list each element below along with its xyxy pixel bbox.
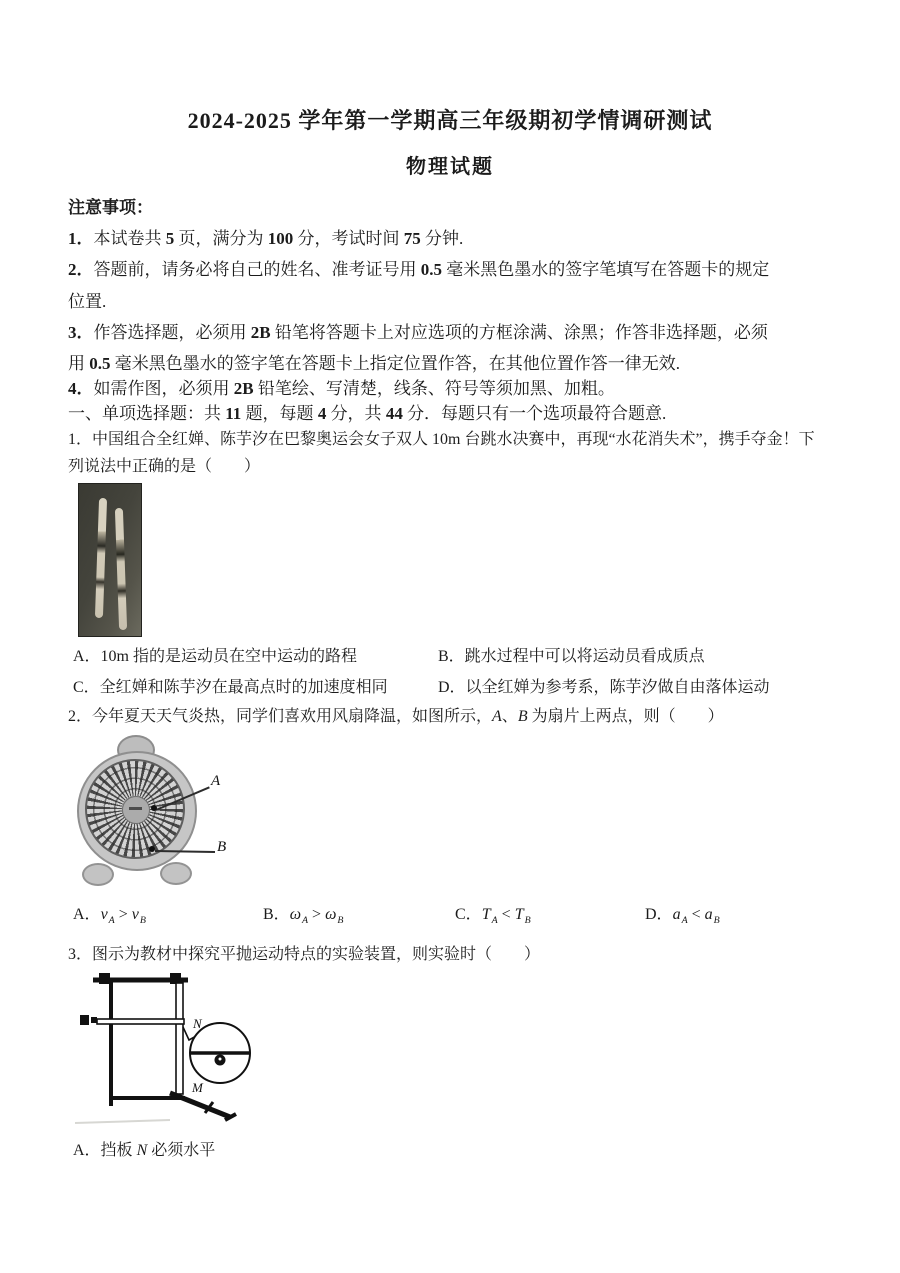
- notice-line: 用 0.5 毫米黑色墨水的签字笔在答题卡上指定位置作答，在其他位置作答一律无效.: [68, 354, 680, 373]
- exam-title: 2024-2025 学年第一学期高三年级期初学情调研测试: [187, 108, 713, 133]
- question-3-stem: 3．图示为教材中探究平抛运动特点的实验装置，则实验时（ ）: [68, 946, 541, 963]
- apparatus-figure: [75, 970, 310, 1140]
- notice-line: 1．本试卷共 5 页，满分为 100 分，考试时间 75 分钟.: [68, 229, 464, 248]
- section-1-header: 一、单项选择题：共 11 题，每题 4 分，共 44 分．每题只有一个选项最符合题意.: [68, 404, 667, 423]
- fan-label-b: B: [217, 839, 227, 855]
- apparatus-label-n: N: [193, 1016, 202, 1031]
- point-b-marker: [149, 846, 155, 852]
- q2-option-d: D．$a_A < a_B$: [645, 906, 720, 926]
- board-n: [97, 1019, 184, 1024]
- fan-hub: [122, 796, 150, 824]
- scan-smudge: [75, 1120, 170, 1123]
- ball-highlight: [219, 1058, 222, 1061]
- q1-option-b: B．跳水过程中可以将运动员看成质点: [438, 648, 705, 665]
- notice-line: 位置.: [68, 292, 107, 311]
- q1-option-a: A．10m 指的是运动员在空中运动的路程: [73, 648, 358, 665]
- notice-line: 2．答题前，请务必将自己的姓名、准考证号用 0.5 毫米黑色墨水的签字笔填写在答题卡的规定: [68, 260, 770, 279]
- q2-option-c: C．$T_A < T_B$: [455, 906, 531, 926]
- notice-line: 3．作答选择题，必须用 2B 铅笔将答题卡上对应选项的方框涂满、涂黑；作答非选择题，必须: [68, 323, 768, 342]
- fan-label-a: A: [211, 773, 221, 789]
- stand-clamp-left: [99, 973, 110, 984]
- board-n-clamp: [80, 1015, 89, 1025]
- board-m: [170, 1093, 230, 1117]
- q2-option-a: A．$v_A > v_B$: [73, 906, 146, 926]
- diver-silhouette: [95, 498, 107, 618]
- q1-option-d: D．以全红婵为参考系，陈芋汐做自由落体运动: [438, 679, 770, 696]
- question-1-stem-line-2: 列说法中正确的是（ ）: [68, 458, 261, 475]
- apparatus-drawing: [75, 970, 310, 1140]
- divers-photo: [78, 483, 142, 637]
- question-2-stem: 2．今年夏天天气炎热，同学们喜欢用风扇降温，如图所示，A、B 为扇片上两点，则（ ）: [68, 708, 724, 725]
- apparatus-label-m: M: [192, 1080, 203, 1095]
- notice-heading: 注意事项：: [68, 198, 153, 217]
- q1-option-c: C．全红婵和陈芋汐在最高点时的加速度相同: [73, 679, 388, 696]
- q2-option-b: B．$\omega_A > \omega_B$: [263, 906, 344, 926]
- board-n-clamp-tip: [91, 1017, 97, 1023]
- q3-option-a: A．挡板 N 必须水平: [73, 1142, 216, 1159]
- fan-foot: [160, 862, 192, 885]
- exam-subtitle: 物理试题: [406, 156, 494, 178]
- fan-foot: [82, 863, 114, 886]
- notice-line: 4．如需作图，必须用 2B 铅笔绘、写清楚，线条、符号等须加黑、加粗。: [68, 379, 615, 398]
- diver-silhouette: [115, 508, 127, 630]
- question-1-stem-line-1: 1．中国组合全红婵、陈芋汐在巴黎奥运会女子双人 10m 台跳水决赛中，再现“水花消失术”，携手夺金！下: [68, 431, 815, 448]
- point-a-marker: [151, 805, 157, 811]
- stand-right-rail: [176, 983, 183, 1094]
- fan-figure: [72, 735, 242, 885]
- fan-hub-mark: [129, 807, 142, 810]
